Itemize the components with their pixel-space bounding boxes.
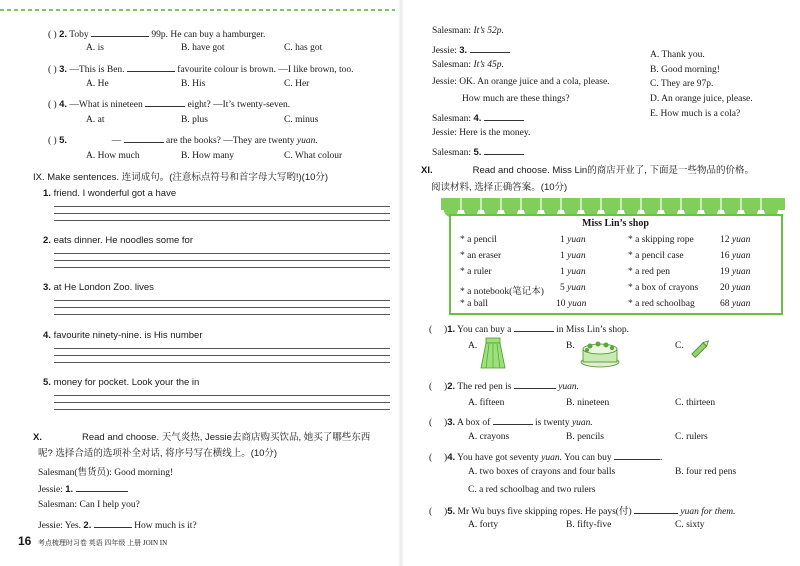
currency: yuan xyxy=(731,299,751,309)
dialog-line xyxy=(432,145,524,158)
answer-blank[interactable] xyxy=(614,450,660,460)
blank-number: 2. xyxy=(83,520,92,531)
option-b: B. pencils xyxy=(566,432,604,442)
price-value: 1 xyxy=(560,251,565,261)
question-text: 99p. He can buy a hamburger. xyxy=(151,30,266,40)
question-text: is twenty xyxy=(535,418,570,428)
question-text: yuan. xyxy=(296,136,318,146)
question-text: favourite colour is brown. —I like brown, too. xyxy=(177,65,354,75)
writing-line[interactable] xyxy=(54,253,390,254)
answer-blank[interactable] xyxy=(514,322,554,332)
dialog-line xyxy=(432,77,610,87)
price-value: 12 xyxy=(720,235,730,245)
writing-line[interactable] xyxy=(54,409,390,410)
dialog-line xyxy=(432,26,504,36)
dialog-text: It’s 52p. xyxy=(473,26,504,36)
price-value: 1 xyxy=(560,235,565,245)
question-text: eight? —It’s twenty-seven. xyxy=(187,100,291,110)
option-a: A. two boxes of crayons and four balls xyxy=(468,467,616,477)
dialog-line xyxy=(432,128,530,138)
scrambled-words: friend. I wonderful got a have xyxy=(53,188,177,199)
book-title: 考点梳理时习卷 英语 四年级 上册 JOIN IN xyxy=(37,539,168,547)
currency: yuan xyxy=(567,299,587,309)
mc-question-3 xyxy=(48,62,354,75)
speaker: Jessie: xyxy=(38,485,63,495)
question-text: Toby xyxy=(69,30,89,40)
currency: yuan xyxy=(567,251,586,261)
blank-number: 1. xyxy=(65,484,74,495)
dialog-text: OK. An orange juice and a cola, please. xyxy=(459,77,610,87)
cake-icon xyxy=(578,336,622,368)
option-c: C. xyxy=(675,341,684,351)
section-number: XI. xyxy=(421,165,433,176)
option-d: D. An orange juice, please. xyxy=(650,94,753,105)
shop-question-3 xyxy=(429,415,593,428)
option-c: C. Her xyxy=(284,79,310,89)
shop-question-2 xyxy=(429,379,579,392)
answer-blank[interactable] xyxy=(470,43,510,53)
writing-line[interactable] xyxy=(54,314,390,315)
currency: yuan xyxy=(731,251,751,261)
section-number: X. xyxy=(33,432,42,443)
option-a: A. How much xyxy=(86,151,140,161)
price-item: * a pencil case xyxy=(628,251,684,261)
price-value: 68 xyxy=(720,299,730,309)
currency: yuan xyxy=(567,267,586,277)
answer-paren[interactable]: ( ) xyxy=(429,453,448,463)
option-c: C. They are 97p. xyxy=(650,79,714,90)
question-text: yuan for them. xyxy=(680,507,736,517)
option-b: B. have got xyxy=(181,43,225,53)
sentence-number: 4. xyxy=(43,330,51,341)
section-11-title xyxy=(421,162,754,176)
question-number: 3. xyxy=(447,417,456,428)
writing-line[interactable] xyxy=(54,206,390,207)
option-b: B. His xyxy=(181,79,206,89)
option-c: C. rulers xyxy=(675,432,708,442)
answer-blank[interactable] xyxy=(91,27,149,37)
answer-paren[interactable]: ( ) xyxy=(48,30,57,40)
blank-number: 5. xyxy=(473,147,482,158)
option-a: A. crayons xyxy=(468,432,510,442)
scrambled-words: money for pocket. Look your the in xyxy=(53,377,200,388)
page-gutter xyxy=(398,0,404,566)
speaker: Salesman(售货员): xyxy=(38,468,112,478)
question-number: 4. xyxy=(447,452,456,463)
blank-number: 4. xyxy=(473,113,482,124)
option-a: A. He xyxy=(86,79,109,89)
answer-blank[interactable] xyxy=(94,518,132,528)
option-b: B. How many xyxy=(181,151,235,161)
price-item: * a skipping rope xyxy=(628,235,694,245)
price-value: 19 xyxy=(720,267,730,277)
writing-line[interactable] xyxy=(54,307,390,308)
answer-blank[interactable] xyxy=(76,482,128,492)
speaker: Jessie: xyxy=(432,46,457,56)
option-a: A. Thank you. xyxy=(650,50,705,60)
sentence-number: 3. xyxy=(43,282,51,293)
price-item: * a ruler xyxy=(460,267,492,277)
currency: yuan xyxy=(731,267,751,277)
answer-paren[interactable]: ( ) xyxy=(429,418,448,428)
option-a: A. forty xyxy=(468,520,499,530)
option-b: B. plus xyxy=(181,115,208,125)
speaker: Jessie: xyxy=(432,128,457,138)
question-text: yuan. xyxy=(541,453,563,463)
answer-blank[interactable] xyxy=(514,379,556,389)
price-value: 5 xyxy=(560,283,565,293)
dialog-line xyxy=(38,500,140,510)
scrambled-words: favourite ninety-nine. is His number xyxy=(53,330,203,341)
dialog-line xyxy=(38,482,128,495)
answer-paren[interactable]: ( ) xyxy=(429,325,448,335)
writing-line[interactable] xyxy=(54,395,390,396)
question-text: in Miss Lin’s shop. xyxy=(556,325,629,335)
question-text: Mr Wu buys five skipping ropes. He pays(付) xyxy=(457,507,632,517)
writing-line[interactable] xyxy=(54,402,390,403)
question-text: —What is nineteen xyxy=(69,100,143,110)
question-text: yuan. xyxy=(558,382,580,392)
shop-question-1 xyxy=(429,322,629,335)
answer-paren[interactable]: ( ) xyxy=(48,136,57,146)
dialog-text: Good morning! xyxy=(114,468,174,478)
shop-question-4: ( )4. You have got seventy yuan. You can buy . xyxy=(429,452,663,463)
option-list xyxy=(650,48,753,122)
section-11-instruction: 阅读材料, 选择正确答案。(10分) xyxy=(431,182,568,193)
question-number: 2. xyxy=(447,381,456,392)
price-item: * a red pen xyxy=(628,267,670,277)
question-text: — xyxy=(111,136,122,146)
speaker: Salesman: xyxy=(432,114,472,124)
answer-blank[interactable] xyxy=(124,133,164,143)
currency: yuan xyxy=(567,235,586,245)
skirt-icon xyxy=(480,336,506,370)
option-c: C. a red schoolbag and two rulers xyxy=(468,485,596,495)
pencil-icon xyxy=(688,336,714,362)
dialog-text: Here is the money. xyxy=(459,128,531,138)
speaker: Salesman: xyxy=(432,60,472,70)
writing-line[interactable] xyxy=(54,348,390,349)
sentence-number: 2. xyxy=(43,235,51,246)
option-e: E. How much is a cola? xyxy=(650,108,741,119)
option-a: A. fifteen xyxy=(468,398,505,408)
option-c: C. has got xyxy=(284,43,323,53)
option-b: B. fifty-five xyxy=(566,520,612,530)
speaker: Salesman: xyxy=(432,148,472,158)
option-a: A. at xyxy=(86,115,105,125)
scrambled-words: eats dinner. He noodles some for xyxy=(53,235,193,246)
scrambled-words: at He London Zoo. lives xyxy=(53,282,154,293)
speaker: Jessie: xyxy=(432,77,457,87)
question-number: 3. xyxy=(59,64,68,75)
price-value: 20 xyxy=(720,283,730,293)
question-number: 5. xyxy=(447,506,456,517)
writing-line[interactable] xyxy=(54,355,390,356)
speaker: Jessie: xyxy=(38,521,63,531)
writing-line[interactable] xyxy=(54,267,390,268)
price-item: * a ball xyxy=(460,299,488,309)
mc-question-5 xyxy=(48,133,318,146)
writing-line[interactable] xyxy=(54,362,390,363)
section-9-title: IX. Make sentences. 连词成句。(注意标点符号和首字母大写哟!)(10分) xyxy=(33,172,329,183)
question-number: 4. xyxy=(59,99,68,110)
dialog-line xyxy=(38,464,173,478)
answer-blank[interactable] xyxy=(484,145,524,155)
writing-line[interactable] xyxy=(54,220,390,221)
question-text: The red pen is xyxy=(457,382,512,392)
shop-question-5 xyxy=(429,503,736,517)
question-text: You can buy a xyxy=(457,325,512,335)
writing-line[interactable] xyxy=(54,260,390,261)
answer-paren[interactable]: ( ) xyxy=(429,507,448,517)
page-footer xyxy=(18,534,167,548)
option-b: B. four red pens xyxy=(675,467,737,477)
price-value: 10 xyxy=(556,299,566,309)
price-value: 16 xyxy=(720,251,730,261)
dialog-line xyxy=(432,111,524,124)
speaker: Salesman: xyxy=(432,26,472,36)
question-number: 1. xyxy=(447,324,456,335)
answer-blank[interactable] xyxy=(145,97,185,107)
currency: yuan xyxy=(567,283,586,293)
question-text: yuan. xyxy=(571,418,593,428)
section-instruction: Read and choose. Miss Lin的商店开业了, 下面是一些物品的价格。 xyxy=(472,165,754,176)
question-text: A box of xyxy=(457,418,491,428)
dialog-line xyxy=(432,43,510,56)
section-10-instruction: 呢? 选择合适的选项补全对话, 将序号写在横线上。(10分) xyxy=(38,448,278,459)
question-text: You have got seventy xyxy=(457,453,539,463)
writing-line[interactable] xyxy=(54,213,390,214)
question-text: are the books? —They are twenty xyxy=(166,136,295,146)
dialog-text: Can I help you? xyxy=(79,500,140,510)
writing-line[interactable] xyxy=(54,300,390,301)
dialog-line xyxy=(432,60,504,70)
sentence-number: 5. xyxy=(43,377,51,388)
section-10-title xyxy=(33,429,370,443)
blank-number: 3. xyxy=(459,45,468,56)
mc-question-2 xyxy=(48,27,265,40)
option-b: B. xyxy=(566,341,575,351)
currency: yuan xyxy=(731,283,751,293)
option-a: A. is xyxy=(86,43,104,53)
price-item: * a notebook(笔记本) xyxy=(460,287,544,297)
price-item: * a box of crayons xyxy=(628,283,699,293)
price-item: * an eraser xyxy=(460,251,502,261)
question-text: —This is Ben. xyxy=(69,65,125,75)
mc-question-4 xyxy=(48,97,290,110)
sentence-number: 1. xyxy=(43,188,51,199)
answer-paren[interactable]: ( ) xyxy=(429,382,448,392)
shop-title: Miss Lin’s shop xyxy=(582,218,649,229)
dialog-text: It’s 45p. xyxy=(473,60,504,70)
answer-blank[interactable] xyxy=(484,111,524,121)
option-b: B. nineteen xyxy=(566,398,610,408)
option-c: C. thirteen xyxy=(675,398,716,408)
dialog-line xyxy=(38,518,197,531)
question-text: You can buy xyxy=(564,453,612,463)
price-value: 1 xyxy=(560,267,565,277)
option-c: C. minus xyxy=(284,115,319,125)
question-number: 5. xyxy=(59,135,68,146)
currency: yuan xyxy=(731,235,751,245)
option-b: B. Good morning! xyxy=(650,64,720,75)
answer-blank[interactable] xyxy=(634,504,678,514)
option-c: C. sixty xyxy=(675,520,705,530)
dialog-line: How much are these things? xyxy=(462,94,570,104)
speaker: Salesman: xyxy=(38,500,78,510)
answer-blank[interactable] xyxy=(493,415,533,425)
page-number: 16 xyxy=(18,534,32,548)
price-item: * a pencil xyxy=(460,235,497,245)
price-item: * a red schoolbag xyxy=(628,299,695,309)
option-c: C. What colour xyxy=(284,151,343,161)
question-number: 2. xyxy=(59,29,68,40)
section-instruction: Read and choose. 天气炎热, Jessie去商店购买饮品, 她买了哪些东西 xyxy=(81,432,371,443)
dialog-text: How much is it? xyxy=(134,521,197,531)
answer-paren[interactable]: ( ) xyxy=(48,100,57,110)
option-a: A. xyxy=(468,341,478,351)
dialog-text: Yes. xyxy=(64,521,82,531)
answer-blank[interactable] xyxy=(127,62,175,72)
answer-paren[interactable]: ( ) xyxy=(48,65,57,75)
